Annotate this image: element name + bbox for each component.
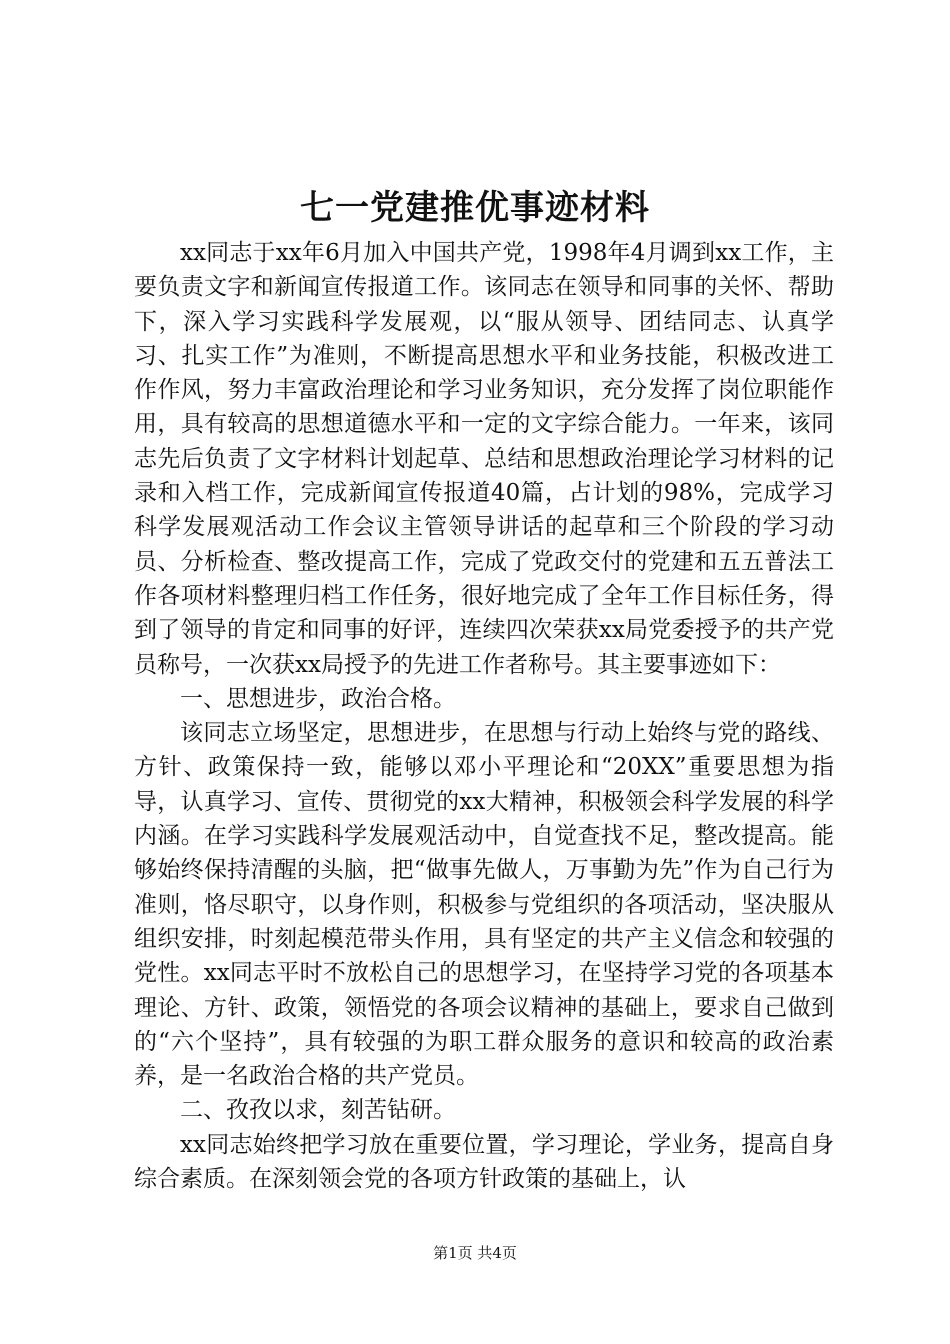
page-indicator: 第1页 共4页 xyxy=(433,1244,517,1262)
document-title: 七一党建推优事迹材料 xyxy=(300,188,650,228)
paragraph-section-2: xx同志始终把学习放在重要位置，学习理论，学业务，提高自身综合素质。在深刻领会党的各项方针政策的基础上，认 xyxy=(134,1131,834,1193)
section-heading-1: 一、思想进步，政治合格。 xyxy=(180,685,456,712)
section-heading-2: 二、孜孜以求，刻苦钻研。 xyxy=(180,1097,456,1124)
paragraph-section-1: 该同志立场坚定，思想进步，在思想与行动上始终与党的路线、方针、政策保持一致，能够以邓小平理论和“20XX”重要思想为指导，认真学习、宣传、贯彻党的xx大精神，积极领会科学发展的科学内涵。在学习实践科学发展观活动中，自觉查找不足，整改提高。能够始终保持清醒的头脑，把“做事先做人，万事勤为先”作为自己行为准则，恪尽职守，以身作则，积极参与党组织的各项活动，坚决服从组织安排，时刻起模范带头作用，具有坚定的共产主义信念和较强的党性。xx同志平时不放松自己的思想学习，在坚持学习党的各项基本理论、方针、政策，领悟党的各项会议精神的基础上，要求自己做到的“六个坚持”，具有较强的为职工群众服务的意识和较高的政治素养，是一名政治合格的共产党员。 xyxy=(134,720,834,1090)
paragraph-intro: xx同志于xx年6月加入中国共产党，1998年4月调到xx工作，主要负责文字和新闻宣传报道工作。该同志在领导和同事的关怀、帮助下，深入学习实践科学发展观，以“服从领导、团结同志、认真学习、扎实工作”为准则，不断提高思想水平和业务技能，积极改进工作作风，努力丰富政治理论和学习业务知识，充分发挥了岗位职能作用，具有较高的思想道德水平和一定的文字综合能力。一年来，该同志先后负责了文字材料计划起草、总结和思想政治理论学习材料的记录和入档工作，完成新闻宣传报道40篇，占计划的98%，完成学习科学发展观活动工作会议主管领导讲话的起草和三个阶段的学习动员、分析检查、整改提高工作，完成了党政交付的党建和五五普法工作各项材料整理归档工作任务，很好地完成了全年工作目标任务，得到了领导的肯定和同事的好评，连续四次荣获xx局党委授予的共产党员称号，一次获xx局授予的先进工作者称号。其主要事迹如下： xyxy=(134,240,834,678)
document-body xyxy=(134,236,834,1196)
